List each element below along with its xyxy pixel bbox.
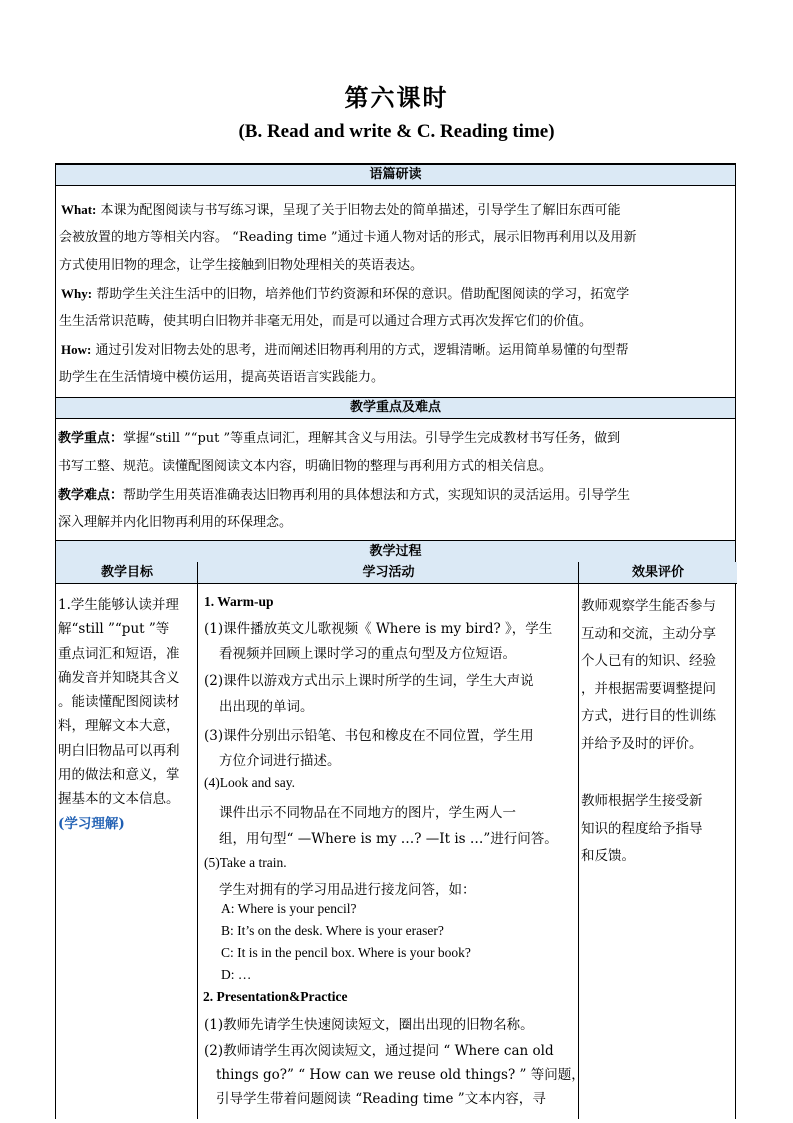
evaluation-cell-1 bbox=[581, 593, 736, 758]
presentation-2-line-2: things go?” “ How can we reuse old things? ” 等问题， bbox=[216, 1067, 585, 1083]
goal-tag: (学习理解) bbox=[58, 815, 125, 832]
activity-1-line-2: 看视频并回顾上课时学习的重点句型及方位短语。 bbox=[219, 646, 516, 662]
what-label: What: bbox=[61, 202, 97, 217]
evaluation-text-line: 方式，进行目的性训练 bbox=[581, 708, 716, 724]
how-label: How: bbox=[61, 342, 92, 357]
page-subtitle: (B. Read and write & C. Reading time) bbox=[238, 121, 555, 142]
page-title: 第六课时 bbox=[344, 83, 449, 112]
activity-3-line-1: (3)课件分别出示铅笔、书包和橡皮在不同位置，学生用 bbox=[204, 728, 534, 744]
evaluation-text-line: 教师根据学生接受新 bbox=[581, 793, 703, 809]
lesson-plan-table bbox=[55, 163, 736, 1119]
evaluation-text-line: 知识的程度给予指导 bbox=[581, 820, 703, 837]
why-label: Why: bbox=[61, 286, 93, 301]
goal-text-line: 。能读懂配图阅读材 bbox=[58, 694, 180, 711]
what-line-1 bbox=[61, 196, 621, 225]
difficulty-label: 教学难点： bbox=[58, 488, 124, 503]
presentation-2-line-1: (2)教师请学生再次阅读短文，通过提问 “ Where can old bbox=[204, 1043, 554, 1059]
key-points-header: 教学重点及难点 bbox=[56, 397, 735, 419]
difficulty-text-1: 帮助学生用英语准确表达旧物再利用的具体想法和方式，实现知识的灵活运用。引导学生 bbox=[123, 488, 631, 503]
goal-text-line: 确发音并知晓其含义 bbox=[58, 669, 180, 686]
warmup-title: 1. Warm-up bbox=[204, 594, 274, 609]
col-header-goal: 教学目标 bbox=[56, 562, 198, 584]
dialogue-line-c: C: It is in the pencil box. Where is your book? bbox=[221, 945, 471, 960]
activity-4-line-3: 组，用句型“ —Where is my …? —It is …”进行问答。 bbox=[219, 831, 558, 847]
evaluation-cell-2 bbox=[581, 788, 736, 871]
presentation-2-line-3: 引导学生带着问题阅读 “Reading time ”文本内容，寻 bbox=[216, 1091, 546, 1107]
activity-4-line-1: (4)Look and say. bbox=[204, 775, 295, 790]
goal-text-line: 握基本的文本信息。 bbox=[58, 791, 180, 808]
difficulty-line-1 bbox=[58, 482, 630, 510]
how-line-2: 助学生在生活情境中模仿运用，提高英语语言实践能力。 bbox=[59, 370, 385, 385]
presentation-1: (1)教师先请学生快速阅读短文，圈出出现的旧物名称。 bbox=[204, 1017, 534, 1033]
dialogue-line-b: B: It’s on the desk. Where is your eraser? bbox=[221, 923, 444, 938]
what-text-1: 本课为配图阅读与书写练习课，呈现了关于旧物去处的简单描述，引导学生了解旧东西可能 bbox=[100, 203, 621, 218]
evaluation-text-line: 和反馈。 bbox=[581, 848, 635, 864]
dialogue-line-d: D: … bbox=[221, 967, 252, 982]
how-line-1 bbox=[61, 336, 629, 365]
goal-text-line: 用的做法和意义，掌 bbox=[58, 767, 180, 784]
key-line-2: 书写工整、规范。读懂配图阅读文本内容，明确旧物的整理与再利用方式的相关信息。 bbox=[58, 459, 553, 474]
key-text-1: 掌握“still ”“put ”等重点词汇，理解其含义与用法。引导学生完成教材书写任务，做到 bbox=[123, 431, 621, 446]
dialogue-line-a: A: Where is your pencil? bbox=[221, 901, 357, 916]
activity-3-line-2: 方位介词进行描述。 bbox=[219, 753, 341, 769]
activity-2-line-1: (2)课件以游戏方式出示上课时所学的生词，学生大声说 bbox=[204, 673, 534, 689]
why-line-2: 生生活常识范畴，使其明白旧物并非毫无用处，而是可以通过合理方式再次发挥它们的价值。 bbox=[59, 314, 593, 329]
goal-text-line: 重点词汇和短语，准 bbox=[58, 645, 180, 662]
activity-5-line-1: (5)Take a train. bbox=[204, 855, 287, 870]
evaluation-text-line: ，并根据需要调整提问 bbox=[581, 680, 716, 697]
evaluation-text-line: 并给予及时的评价。 bbox=[581, 735, 703, 752]
activity-2-line-2: 出出现的单词。 bbox=[219, 699, 314, 715]
process-header: 教学过程 bbox=[56, 540, 735, 563]
what-line-2: 会被放置的地方等相关内容。 “Reading time ”通过卡通人物对话的形式，展示旧物再利用以及用新 bbox=[59, 230, 637, 245]
col-header-activity: 学习活动 bbox=[198, 562, 579, 584]
goal-text-line: 料，理解文本大意， bbox=[58, 718, 180, 735]
activity-1-line-1: (1)课件播放英文儿歌视频《 Where is my bird? 》，学生 bbox=[204, 621, 553, 637]
evaluation-text-line: 个人已有的知识、经验 bbox=[581, 653, 716, 669]
column-divider-2 bbox=[578, 562, 579, 1119]
evaluation-text-line: 教师观察学生能否参与 bbox=[581, 598, 716, 614]
goal-lines bbox=[58, 593, 196, 812]
how-text-1: 通过引发对旧物去处的思考，进而阐述旧物再利用的方式，逻辑清晰。运用简单易懂的句型帮 bbox=[95, 343, 629, 358]
column-divider-1 bbox=[197, 562, 198, 1119]
text-study-header: 语篇研读 bbox=[56, 164, 735, 186]
col-header-evaluation: 效果评价 bbox=[579, 562, 737, 584]
difficulty-line-2: 深入理解并内化旧物再利用的环保理念。 bbox=[58, 515, 293, 530]
activity-4-line-2: 课件出示不同物品在不同地方的图片，学生两人一 bbox=[219, 805, 516, 821]
key-label: 教学重点： bbox=[58, 431, 124, 446]
goal-text-line: 解“still ”“put ”等 bbox=[58, 621, 170, 638]
goal-text-line: 明白旧物品可以再利 bbox=[58, 742, 180, 759]
why-line-1 bbox=[61, 280, 629, 309]
presentation-title: 2. Presentation&Practice bbox=[203, 989, 348, 1004]
what-line-3: 方式使用旧物的理念，让学生接触到旧物处理相关的英语表达。 bbox=[59, 258, 424, 273]
why-text-1: 帮助学生关注生活中的旧物，培养他们节约资源和环保的意识。借助配图阅读的学习，拓宽学 bbox=[96, 287, 630, 302]
evaluation-text-line: 互动和交流，主动分享 bbox=[581, 625, 716, 642]
goal-text-line: 1.学生能够认读并理 bbox=[58, 597, 179, 613]
goal-cell bbox=[58, 593, 196, 836]
activity-5-line-2: 学生对拥有的学习用品进行接龙问答，如： bbox=[219, 882, 476, 898]
key-line-1 bbox=[58, 425, 620, 453]
